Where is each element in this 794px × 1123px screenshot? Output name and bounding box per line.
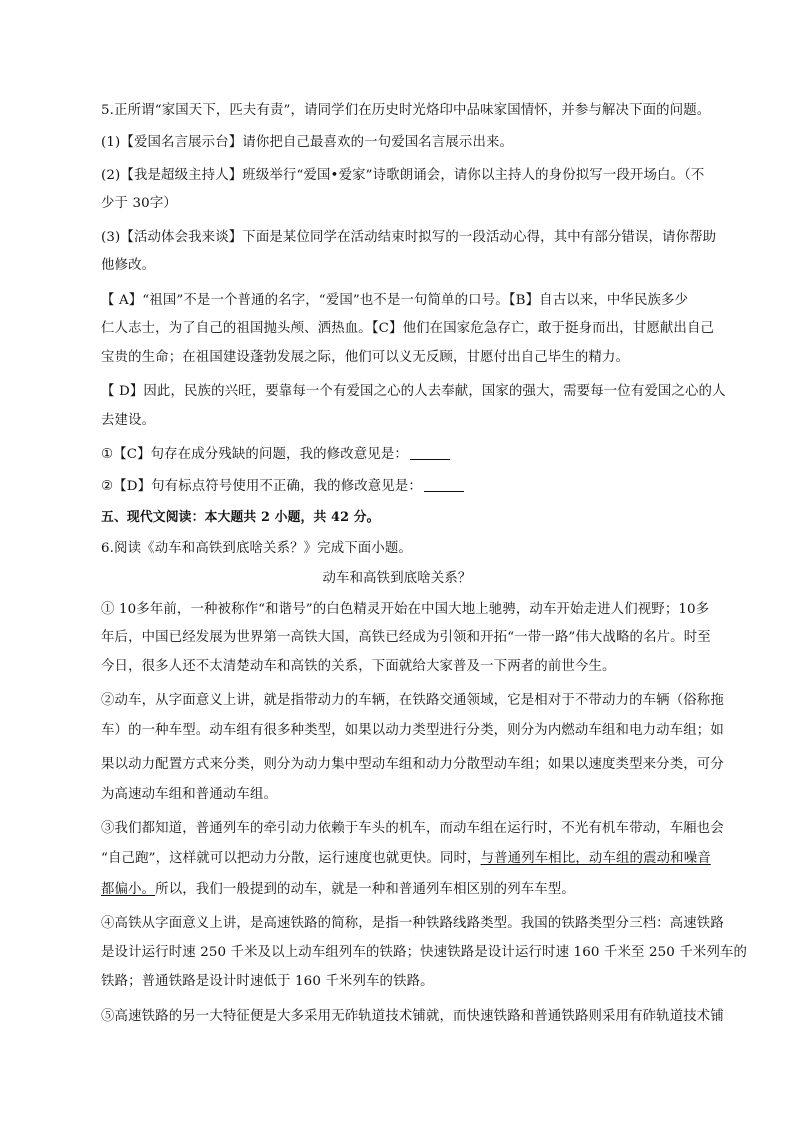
q5-part2-line2: 少于 30字）	[101, 196, 177, 211]
q5-part1: (1)【爱国名言展示台】请你把自己最喜欢的一句爱国名言展示出来。	[101, 135, 514, 150]
q5-fix-c-label: ①【C】句存在成分残缺的问题，我的修改意见是：	[101, 447, 408, 462]
q5-part3-line1: (3)【活动体会我来谈】下面是某位同学在活动结束时拟写的一段活动心得，其中有部分错误，请你帮助	[101, 230, 717, 245]
article-title: 动车和高铁到底啥关系？	[322, 571, 472, 586]
q5-fix-d-label: ②【D】句有标点符号使用不正确，我的修改意见是：	[101, 479, 422, 494]
answer-blank-d[interactable]	[424, 477, 464, 492]
q5-passage-line4: 【 D】因此，民族的兴旺，要靠每一个有爱国之心的人去奉献，国家的强大，需要每一位有爱国之心的人	[101, 384, 726, 399]
answer-blank-c[interactable]	[410, 445, 450, 460]
para3-underlined-sentence-part1: 与普通列车相比，动车组的震动和噪音	[480, 851, 711, 866]
para1-line3: 今日，很多人还不太清楚动车和高铁的关系，下面就给大家普及一下两者的前世今生。	[101, 659, 616, 674]
para4-line2: 是设计运行时速 250 千米及以上动车组列车的铁路；快速铁路是设计运行时速 160 千米至 250 千米列车的	[101, 945, 748, 960]
q5-fix-c	[101, 445, 721, 465]
para3-line1: ③我们都知道，普通列车的牵引动力依赖于车头的机车，而动车组在运行时，不光有机车带动，车厢也会	[101, 821, 724, 836]
para1-line2: 年后，中国已经发展为世界第一高铁大国，高铁已经成为引领和开拓“一带一路”伟大战略的名片。时至	[101, 630, 711, 645]
para2-line3: 果以动力配置方式来分类，则分为动力集中型动车组和动力分散型动车组；如果以速度类型来分类，可分	[101, 757, 724, 772]
para2-line1: ②动车，从字面意义上讲，就是指带动力的车辆，在铁路交通领域，它是相对于不带动力的车辆（俗称拖	[101, 693, 724, 708]
para3-line2	[101, 849, 721, 869]
para2-line4: 为高速动车组和普通动车组。	[101, 787, 278, 802]
section5-heading: 五、现代文阅读：本大题共 2 小题，共 42 分。	[101, 510, 380, 525]
para4-line3: 铁路；普通铁路是设计时速低于 160 千米列车的铁路。	[101, 974, 434, 989]
para3-line3	[101, 880, 721, 900]
para3-line2-text: “自己跑”，这样就可以把动力分散，运行速度也就更快。同时，	[101, 851, 481, 866]
q6-intro: 6.阅读《动车和高铁到底啥关系？》完成下面小题。	[101, 541, 412, 556]
para3-underlined-sentence-part2: 都偏小。	[101, 882, 156, 897]
para4-line1: ④高铁从字面意义上讲，是高速铁路的简称，是指一种铁路线路类型。我国的铁路类型分三档：高速铁路	[101, 916, 724, 931]
q5-passage-line3: 宝贵的生命；在祖国建设蓬勃发展之际，他们可以义无反顾，甘愿付出自己毕生的精力。	[101, 350, 630, 365]
q5-passage-line2: 仁人志士，为了自己的祖国抛头颅、洒热血。【C】他们在国家危急存亡，敢于挺身而出，甘愿献出自己	[101, 321, 715, 336]
para3-line3-text: 所以，我们一般提到的动车，就是一种和普通列车相区别的列车车型。	[155, 882, 575, 897]
para5-line1: ⑤高速铁路的另一大特征便是大多采用无砟轨道技术铺就，而快速铁路和普通铁路则采用有砟轨道技术铺	[101, 1009, 724, 1024]
q5-intro: 5.正所谓“家国天下，匹夫有责”，请同学们在历史时光烙印中品味家国情怀，并参与解决下面的问题。	[101, 103, 711, 118]
q5-part3-line2: 他修改。	[101, 258, 156, 273]
q5-passage-line5: 去建设。	[101, 413, 156, 428]
para1-line1: ① 10多年前，一种被称作“和谐号”的白色精灵开始在中国大地上驰骋，动车开始走进人们视野；10多	[101, 602, 710, 617]
q5-fix-d	[101, 477, 721, 497]
q5-part2-line1: (2)【我是超级主持人】班级举行“爱国•爱家”诗歌朗诵会，请你以主持人的身份拟写一段开场白。（不	[101, 168, 705, 183]
para2-line2: 车）的一种车型。动车组有很多种类型，如果以动力类型进行分类，则分为内燃动车组和电力动车组；如	[101, 723, 724, 738]
q5-passage-line1: 【 A】“祖国”不是一个普通的名字，“爱国”也不是一句简单的口号。【B】自古以来，中华民族多少	[101, 293, 689, 308]
